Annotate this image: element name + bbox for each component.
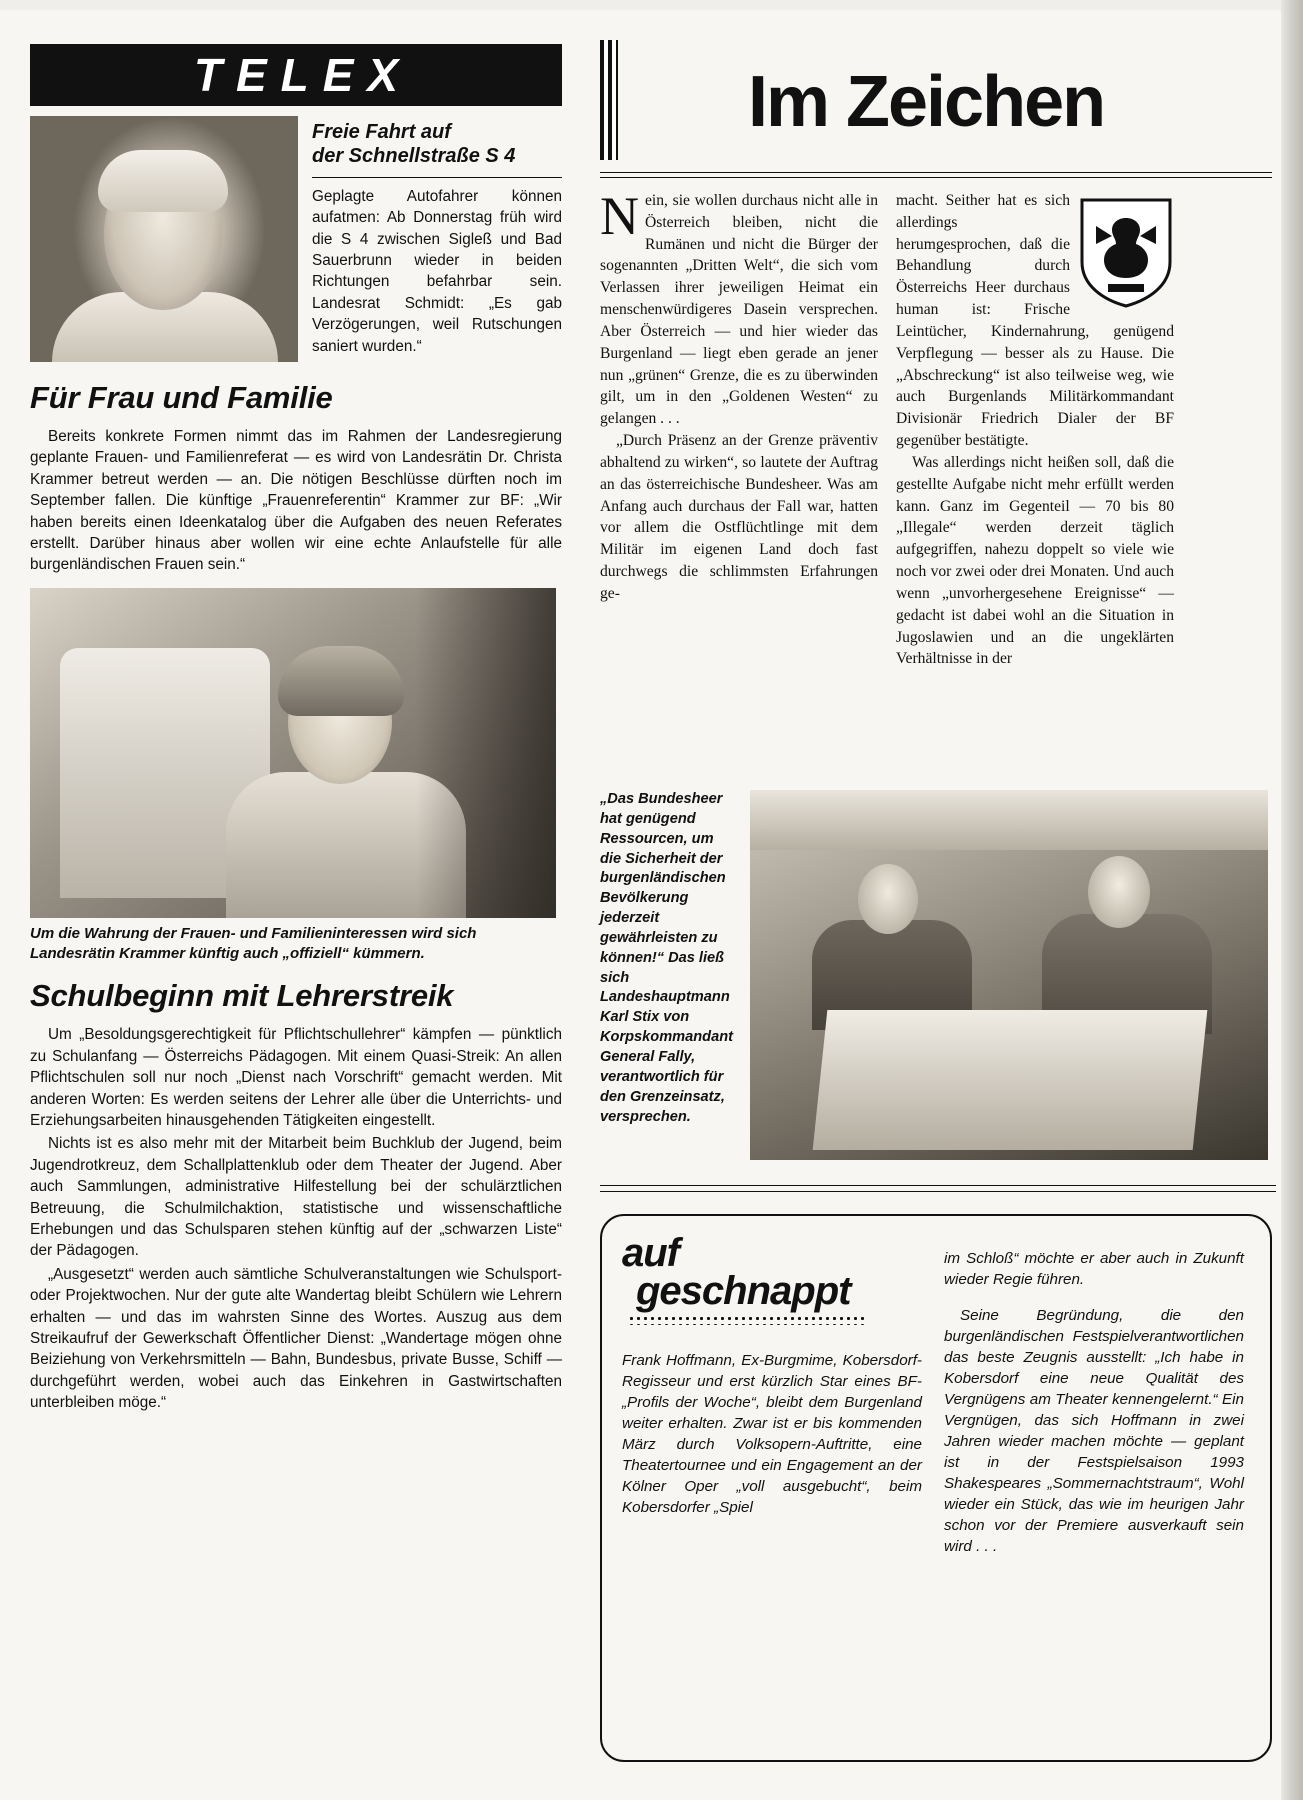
photo-shelf-shape (750, 790, 1268, 850)
divider-double-bottom (600, 1185, 1276, 1192)
telex-lead-block (30, 116, 562, 362)
page-title: Im Zeichen (748, 66, 1105, 138)
main-article-columns (600, 186, 1276, 670)
school-paragraph-3: „Ausgesetzt“ werden auch sämtliche Schulveranstaltungen wie Schulsport- oder Projektwochen. Nur der gute alte Wandertag bleibt Schülern wie Lehrern erhalten — und das im wahrsten Sinne des Wortes. Auszug aus dem Streikaufruf der Gewerkschaft Öffentlicher Dienst: „Wandertage mögen ohne Beiziehung von Verkehrsmitteln — Bahn, Bundesbus, private Busse, Schiff — durchgeführt werden, wobei auch das Einkehren in Gastwirtschaften unterbleiben möge.“ (30, 1265, 562, 1412)
aufgeschnappt-text-3: Seine Begründung, die den burgenländischen Festspielverantwortlichen das beste Zeugnis ausstellt: „Ich habe in Kobersdorf eine neue Qualität des Vergnügens am Theater kennengelernt.“ Ein Vergnügen, das sich Hoffmann in zwei Jahren wieder machen möchte — geplant ist in der Festspielsaison 1993 Shakespeares „Sommernachtstraum“, Wohl wieder ein Stück, das wie im heurigen Jahr schon vor der Premiere ausverkauft sein wird . . . (944, 1307, 1244, 1555)
telex-lead-headline-line1: Freie Fahrt auf (312, 121, 451, 143)
aufgeschnappt-logo-line1: auf (622, 1231, 679, 1275)
masthead-stripe-decoration (600, 40, 618, 160)
photo-caption-krammer: Um die Wahrung der Frauen- und Familieninteressen wird sich Landesrätin Krammer künftig auch „offiziell“ kümmern. (30, 924, 477, 963)
photo-left-person-head (858, 864, 918, 934)
scan-edge-top (0, 0, 1303, 10)
article-paragraph-4: Was allerdings nicht heißen soll, daß die gestellte Aufgabe nicht mehr erfüllt werden kann. Ganz im Gegenteil — 70 bis 80 „Illegale“ werden derzeit täglich aufgegriffen, nahezu doppelt so viele wie noch vor zwei oder drei Monaten. Und auch wenn „unvorhergesehene Ereignisse“ — gedacht ist dabei wohl an die Situation in Jugoslawien und an die ungeklärten Verhältnisse in der (896, 453, 1174, 668)
section-heading-family: Für Frau und Familie (30, 380, 333, 415)
telex-banner-label: TELEX (193, 49, 413, 101)
photo-person-hair-shape (278, 646, 404, 716)
article-paragraph-1: Nein, sie wollen durchaus nicht alle in Österreich bleiben, nicht die Rumänen und nicht die Bürger der sogenannten „Dritten Welt“, die sich vom Verlassen ihrer jeweiligen Heimat ein menschenwürdigeres Dasein versprechen. Aber Österreich — und hier wieder das Burgenland — liegt eben gerade an jener nun „grünen“ Grenze, die es zu überwinden gilt, um in den „Goldenen Westen“ zu gelangen . . . (600, 186, 878, 428)
aufgeschnappt-column-2 (944, 1234, 1244, 1742)
school-section-body (30, 1024, 562, 1413)
family-section-body (30, 426, 562, 576)
aufgeschnappt-logo (622, 1231, 922, 1314)
left-column (30, 44, 562, 1416)
aufgeschnappt-box (600, 1214, 1272, 1762)
photo-vignette (416, 588, 556, 918)
scan-edge-right (1281, 0, 1303, 1800)
article-column-2 (896, 190, 1174, 670)
article-column-1 (600, 186, 878, 670)
portrait-hair-shape (98, 150, 228, 212)
article-paragraph-2: „Durch Präsenz an der Grenze präventiv abhaltend zu wirken“, so lautete der Auftrag an das österreichische Bundesheer. Was am Anfang auch durchaus der Fall war, hatten vor allem die Ostflüchtlinge mit dem Militär im eigenen Land doch fast durchwegs die schlimmsten Erfahrungen ge- (600, 432, 878, 602)
photo-stix-fally (750, 790, 1268, 1160)
photo-right-person-head (1088, 856, 1150, 928)
telex-lead-body: Geplagte Autofahrer können aufatmen: Ab Donnerstag früh wird die S 4 zwischen Sigleß und Bad Sauerbrunn wieder in beiden Richtungen befahrbar sein. Landesrat Schmidt: „Es gab Verzögerungen, weil Rutschungen saniert wurden.“ (312, 187, 562, 355)
family-paragraph-1: Bereits konkrete Formen nimmt das im Rahmen der Landesregierung geplante Frauen- und Familienreferat — es wird von Landesrätin Dr. Christa Krammer betreut werden — an. Die nötigen Beschlüsse dürften noch im September fallen. Die künftige „Frauenreferentin“ Krammer zur BF: „Wir haben bereits einen Ideenkatalog über die Aufgaben des neuen Referates erstellt. Darüber hinaus aber wollen wir eine echte Anlaufstelle für alle burgenländischen Frauen sein.“ (30, 428, 562, 574)
quote-and-photo-row (600, 790, 1276, 1160)
aufgeschnappt-text-1: Frank Hoffmann, Ex-Burgmime, Kobersdorf-Regisseur und erst kürzlich Star eines BF-„Profils der Woche“, bleibt dem Burgenland weiter erhalten. Zwar ist er bis kommenden März durch Volksopern-Auftritte, eine Theatertournee und ein Engagement an der Kölner Oper „voll ausgebucht“, beim Kobersdorfer „Spiel (622, 1351, 922, 1516)
telex-lead-headline-line2: der Schnellstraße S 4 (312, 145, 516, 168)
aufgeschnappt-logo-line2: geschnappt (636, 1269, 851, 1314)
article-paragraph-3: macht. Seither hat es sich allerdings herumgesprochen, daß die Behandlung durch Österreichs Heer durchaus human ist: Frische Leintücher, Kindernahrung, genügend Verpflegung — besser als zu Hause. Die „Abschreckung“ ist also teilweise weg, wie auch Burgenlands Militärkommandant Divisionär Friedrich Dialer der BF gegenüber bestätigte. (896, 192, 1174, 450)
school-paragraph-2: Nichts ist es also mehr mit der Mitarbeit beim Buchklub der Jugend, beim Jugendrotkreuz, dem Schallplattenklub oder dem Theater der Jugend. Aber auch Sammlungen, administrative Hilfestellung bei der schulärztlichen Betreuung, die Schulmilchaktion, statistische und wissenschaftliche Erhebungen und das Schulsparen stehen künftig auf der „schwarzen Liste“ der Pädagogen. (30, 1135, 562, 1260)
school-paragraph-1: Um „Besoldungsgerechtigkeit für Pflichtschullehrer“ kämpfen — pünktlich zu Schulanfang — Österreichs Pädagogen. Mit einem Quasi-Streik: An allen Pflichtschulen soll nur noch „Dienst nach Vorschrift“ gemacht werden. Mit anderen Worten: Es werden seitens der Lehrer alle über die Unterrichts- und Erziehungsarbeiten hinausgehenden Tätigkeiten eingestellt. (30, 1026, 562, 1129)
portrait-photo-schmidt (30, 116, 298, 362)
telex-lead-headline (312, 120, 562, 169)
aufgeschnappt-text-2: im Schloß“ möchte er aber auch in Zukunft wieder Regie führen. (944, 1250, 1244, 1289)
photo-table-shape (813, 1010, 1208, 1150)
telex-lead-text (312, 116, 562, 357)
divider-double-top (600, 172, 1272, 178)
section-heading-school: Schulbeginn mit Lehrerstreik (30, 978, 454, 1014)
telex-banner (30, 44, 562, 106)
divider (312, 177, 562, 178)
aufgeschnappt-columns (622, 1231, 1250, 1742)
aufgeschnappt-column-1 (622, 1231, 922, 1742)
coat-of-arms-icon (1078, 196, 1174, 308)
photo-krammer (30, 588, 556, 918)
dotted-rule-decoration (628, 1315, 868, 1325)
pull-quote: „Das Bundesheer hat genügend Ressourcen, um die Sicherheit der burgenländischen Bevölkerung jederzeit gewährleisten zu können!“ Das ließ sich Landeshauptmann Karl Stix von Korpskommandant General Fally, verantwortlich für den Grenzeinsatz, versprechen. (600, 791, 733, 1125)
